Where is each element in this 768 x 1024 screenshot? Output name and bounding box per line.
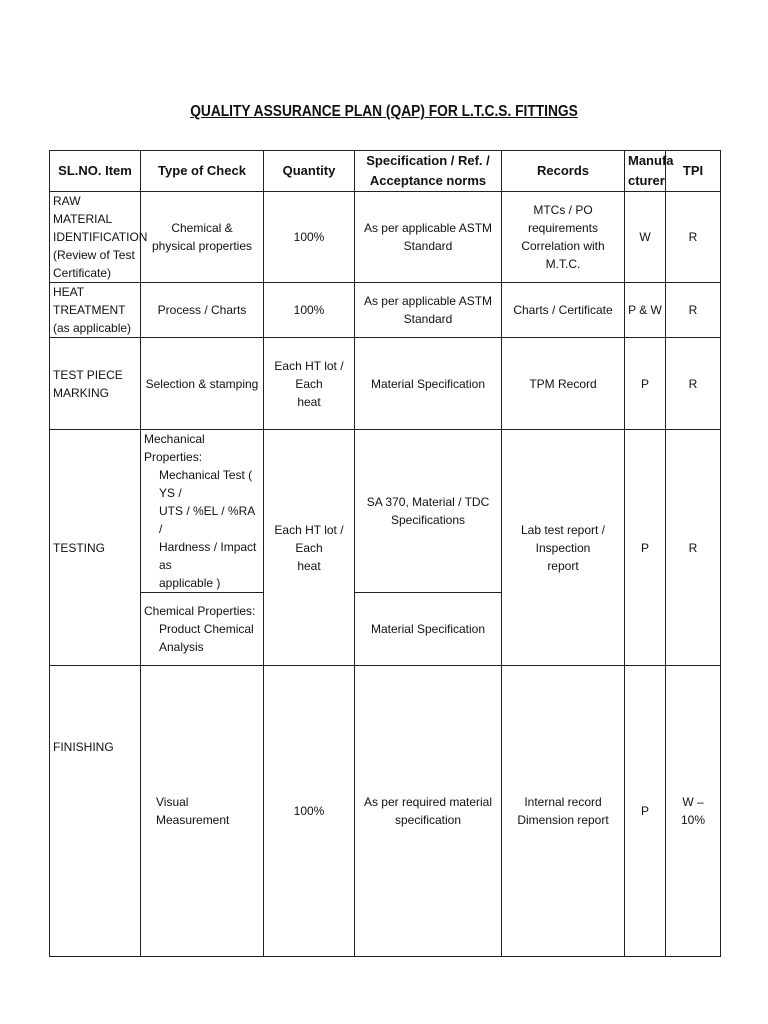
cell-records	[502, 192, 625, 283]
header-item: SL.NO. Item	[50, 151, 141, 192]
header-manu-line2: cturer	[628, 173, 665, 188]
table-row	[50, 283, 721, 338]
spec-line: As per required material	[363, 795, 493, 809]
header-spec-line2: Acceptance norms	[369, 173, 487, 188]
cell-quantity: 100%	[264, 283, 355, 338]
cell-item	[50, 283, 141, 338]
table-row	[50, 192, 721, 283]
type-line: Product Chemical	[159, 622, 254, 636]
header-type-of-check: Type of Check	[141, 151, 264, 192]
item-line: (as applicable)	[53, 321, 132, 335]
quantity-line: heat	[297, 394, 321, 409]
cell-records: TPM Record	[502, 338, 625, 430]
records-line: Internal record	[524, 795, 602, 809]
cell-item	[50, 192, 148, 283]
item-line: IDENTIFICATION	[53, 230, 148, 244]
item-line: Certificate)	[53, 266, 112, 280]
header-tpi: TPI	[666, 151, 721, 192]
header-specification	[355, 151, 502, 192]
item-line: RAW MATERIAL	[53, 194, 113, 226]
spec-line: SA 370, Material / TDC	[366, 495, 490, 509]
cell-type: Process / Charts	[141, 283, 264, 338]
cell-type: Selection & stamping	[141, 338, 264, 430]
type-line: Measurement	[156, 813, 230, 827]
cell-manufacturer: P	[625, 338, 666, 430]
quantity-line: Each HT lot / Each	[274, 522, 344, 555]
spec-line: specification	[394, 813, 462, 827]
cell-spec: Material Specification	[355, 338, 502, 430]
cell-quantity: 100%	[264, 192, 355, 283]
quantity-line: heat	[297, 558, 321, 573]
cell-tpi: R	[666, 338, 721, 430]
cell-records: Charts / Certificate	[502, 283, 625, 338]
type-line: Hardness / Impact as	[159, 540, 257, 572]
item-line: (Review of Test	[53, 248, 135, 262]
cell-tpi: R	[666, 283, 721, 338]
cell-tpi: R	[666, 430, 721, 666]
table-row	[50, 338, 721, 430]
header-manu-line1: Manufa	[628, 153, 674, 168]
item-line: MARKING	[53, 385, 110, 400]
type-line: physical properties	[151, 239, 253, 253]
cell-quantity	[264, 430, 355, 666]
type-line: Chemical Properties:	[144, 604, 256, 618]
item-line: TEST PIECE	[53, 367, 123, 382]
records-line: report	[547, 558, 579, 573]
records-line: MTCs / PO requirements	[527, 203, 599, 235]
cell-tpi: W – 10%	[666, 666, 721, 957]
cell-type	[141, 192, 264, 283]
cell-type-chemical	[141, 593, 264, 666]
records-line: Lab test report / Inspection	[520, 522, 606, 555]
cell-type-mechanical	[141, 430, 264, 593]
cell-manufacturer: W	[625, 192, 666, 283]
cell-tpi: R	[666, 192, 721, 283]
header-manufacturer	[625, 151, 674, 192]
type-line: Analysis	[159, 640, 204, 654]
cell-quantity	[264, 338, 355, 430]
cell-manufacturer: P & W	[625, 283, 666, 338]
cell-spec: As per applicable ASTM Standard	[355, 283, 502, 338]
type-line: Visual	[156, 795, 189, 809]
item-line: HEAT TREATMENT	[53, 285, 126, 317]
qap-table	[49, 150, 721, 957]
header-row	[50, 151, 721, 192]
header-quantity: Quantity	[264, 151, 355, 192]
table-row	[50, 430, 721, 593]
document-title: QUALITY ASSURANCE PLAN (QAP) FOR L.T.C.S. FITTINGS	[190, 103, 578, 120]
cell-records	[502, 666, 625, 957]
cell-spec-chemical: Material Specification	[355, 593, 502, 666]
cell-item	[50, 338, 141, 430]
cell-manufacturer: P	[625, 430, 666, 666]
cell-spec	[355, 666, 502, 957]
header-spec-line1: Specification / Ref. /	[366, 153, 490, 168]
cell-spec: As per applicable ASTM Standard	[355, 192, 502, 283]
cell-records	[502, 430, 625, 666]
type-line: Mechanical Properties:	[144, 432, 205, 464]
cell-item: TESTING	[50, 430, 141, 666]
cell-quantity: 100%	[264, 666, 355, 957]
table-row	[50, 666, 721, 957]
spec-line: Specifications	[390, 513, 466, 527]
type-line: UTS / %EL / %RA /	[159, 504, 255, 536]
type-line: Mechanical Test ( YS /	[159, 468, 253, 500]
type-line: applicable )	[159, 576, 221, 590]
cell-spec-mechanical	[355, 430, 502, 593]
records-line: Dimension report	[517, 813, 609, 827]
cell-type	[141, 666, 264, 957]
cell-manufacturer: P	[625, 666, 666, 957]
type-line: Chemical &	[171, 221, 233, 235]
header-records: Records	[502, 151, 625, 192]
cell-item: FINISHING	[50, 666, 141, 957]
quantity-line: Each HT lot / Each	[274, 358, 344, 391]
records-line: Correlation with M.T.C.	[521, 239, 605, 271]
